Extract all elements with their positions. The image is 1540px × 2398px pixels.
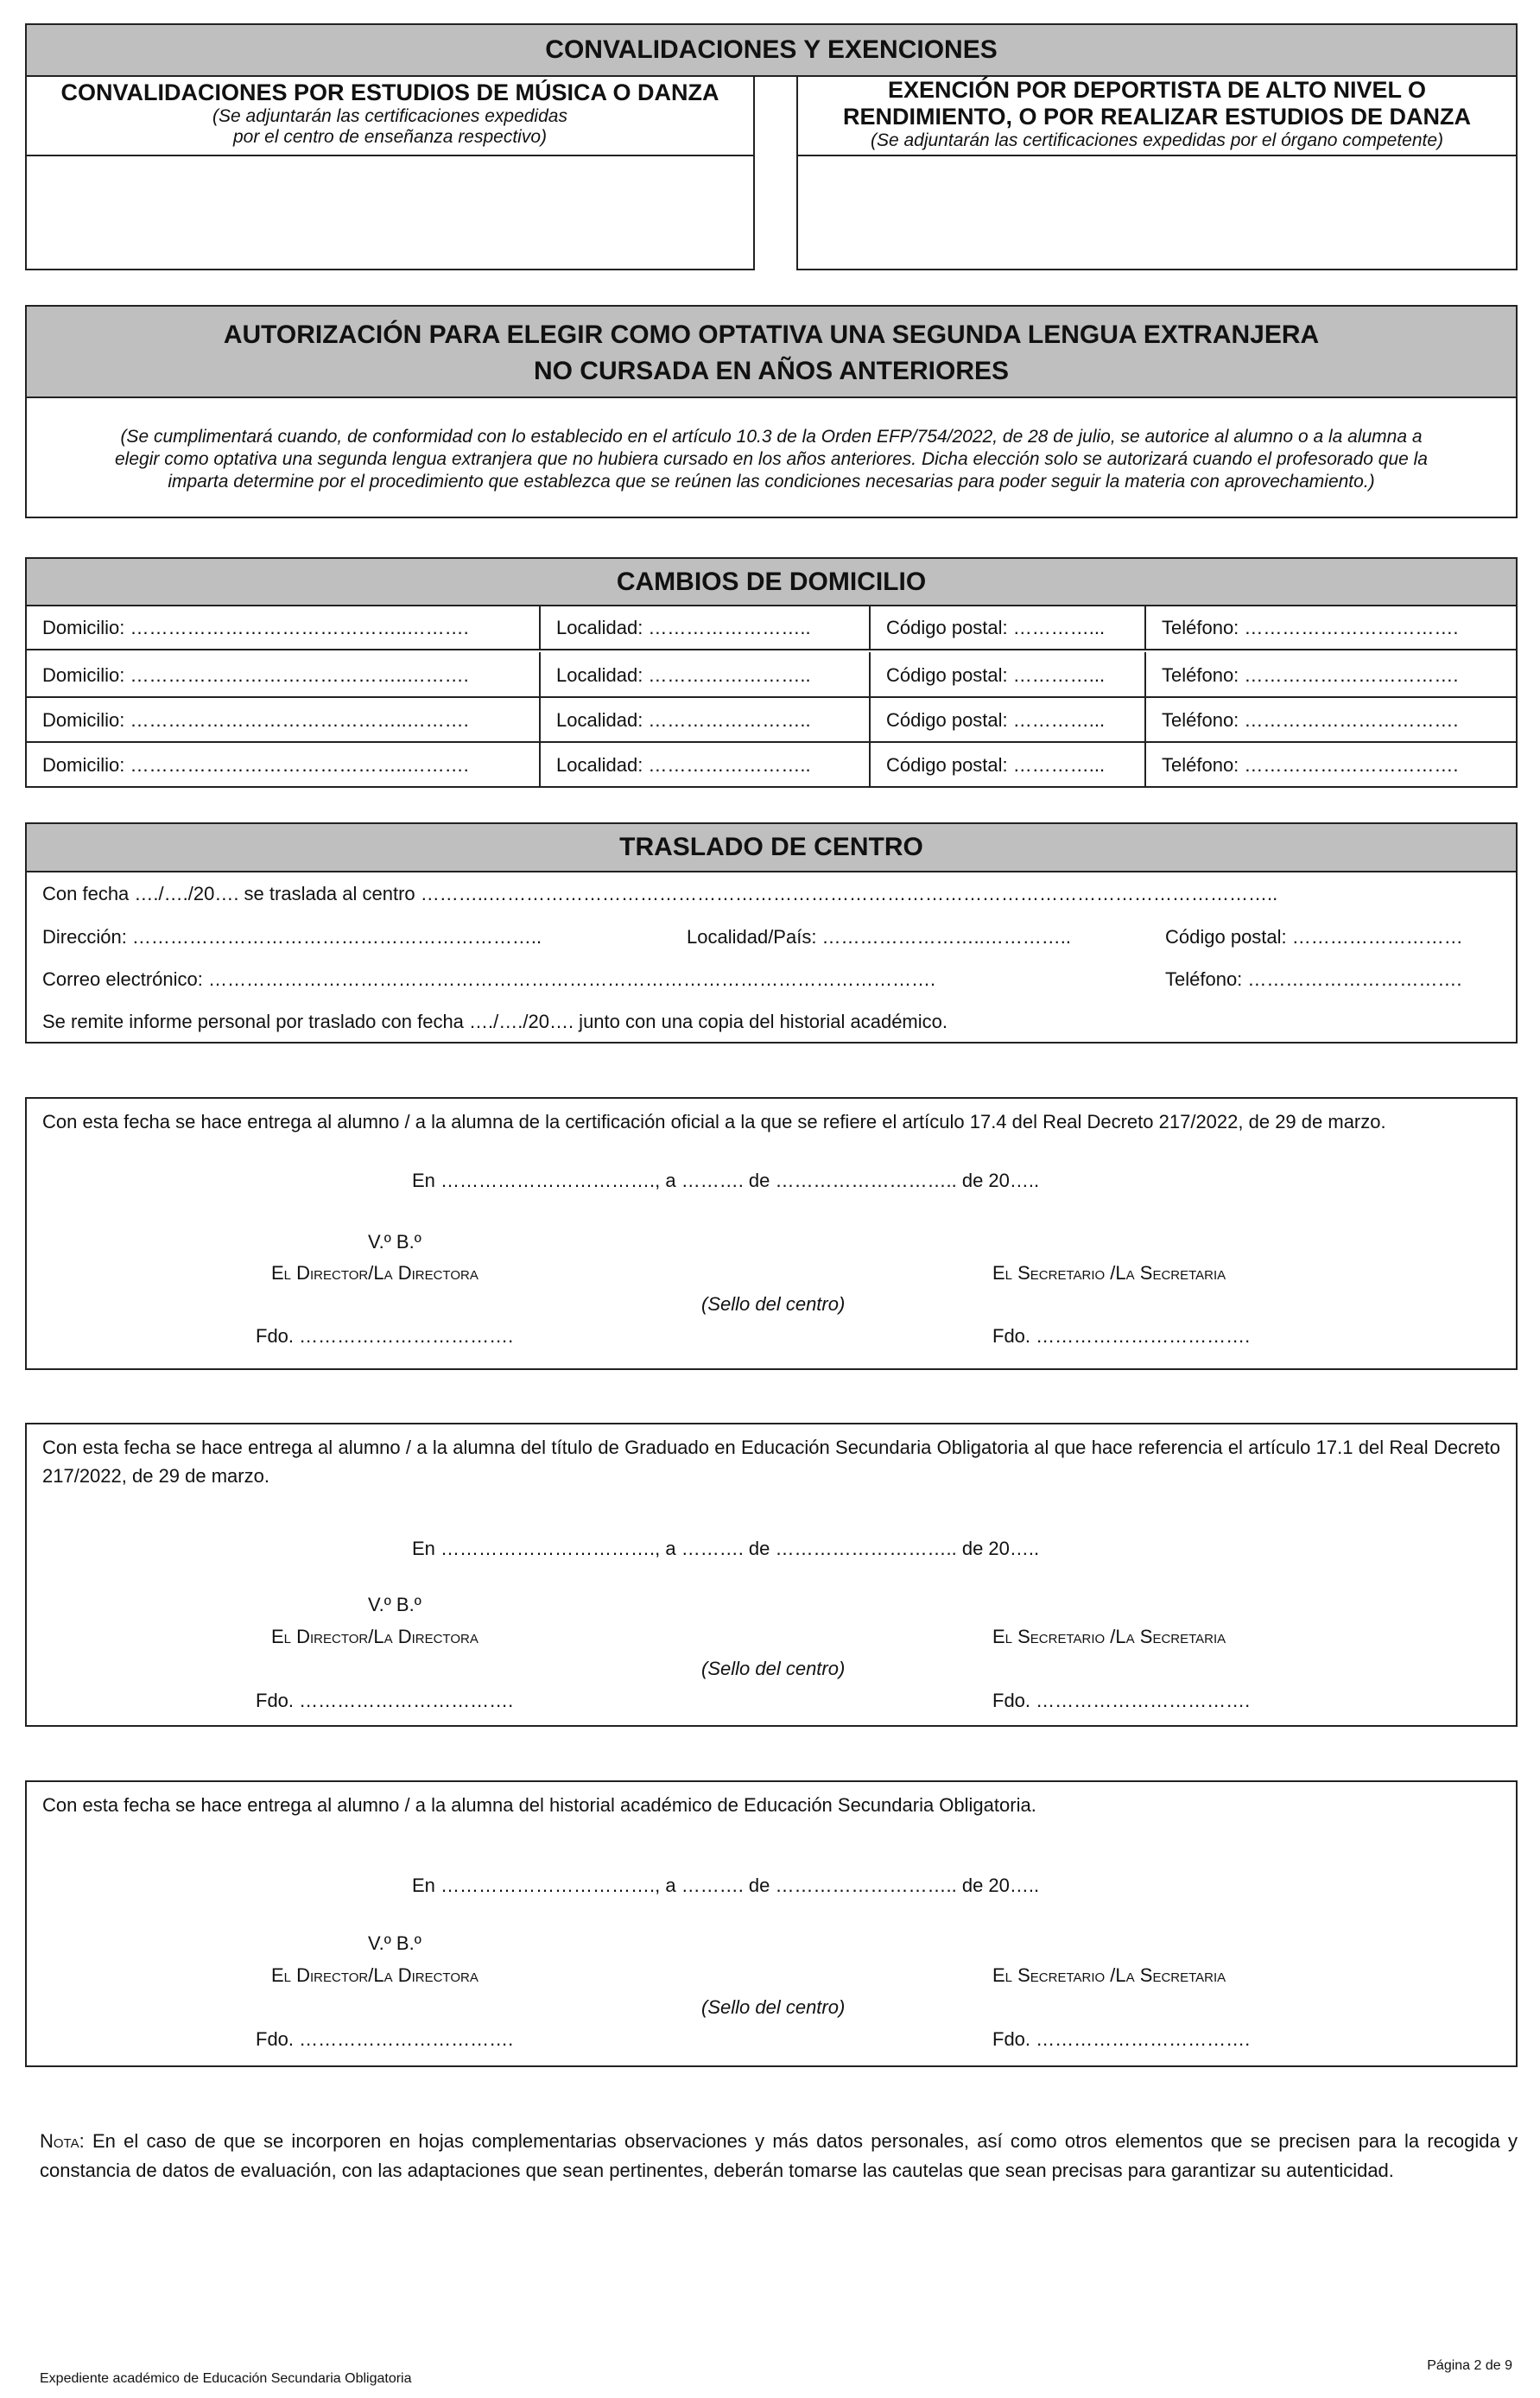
traslado-body [25,871,1518,1044]
secretario-label: El Secretario /La Secretaria [992,1964,1226,1986]
firma-secretario-field[interactable]: Fdo. ……………………………. [992,1690,1251,1711]
entrega-box [25,1097,1518,1370]
domicilio-row [27,697,1516,743]
autorizacion-body [25,396,1518,518]
firma-director-field[interactable]: Fdo. ……………………………. [256,2028,514,2050]
entrega-text: Con esta fecha se hace entrega al alumno / a la alumna de la certificación oficial a la que se refiere el artículo 17.4 del Real Decreto 217/2022, de 29 de marzo. [42,1111,1386,1132]
codigo-postal-field[interactable]: Código postal: …………... [871,652,1146,698]
domicilio-table [25,605,1518,788]
convalidaciones-musica-field[interactable] [25,155,755,270]
domicilio-row [27,605,1516,650]
localidad-field[interactable]: Localidad: …………………….. [541,697,871,743]
domicilio-field[interactable]: Domicilio: ……………………………………..………. [27,697,541,743]
telefono-field[interactable]: Teléfono: ……………………………. [1162,753,1459,776]
telefono-field[interactable]: Teléfono: ……………………………. [1162,708,1459,731]
convalidaciones-musica-note-2: por el centro de enseñanza respectivo) [232,127,548,147]
director-label: El Director/La Directora [271,1626,478,1647]
exencion-heading-2: RENDIMIENTO, O POR REALIZAR ESTUDIOS DE DANZA [842,104,1472,130]
autorizacion-note-1: (Se cumplimentará cuando, de conformidad con lo establecido en el artículo 10.3 de la Orden EFP/754/2022, de 28 de julio, se autorice al alumno o a la alumna a [120,427,1423,447]
nota-text: En el caso de que se incorporen en hojas complementarias observaciones y más datos personales, así como otros elementos que se precisen para la recogida y constancia de datos de evaluación, con las adaptaciones que sean pertinentes, deberán tomarse las cautelas que sean precisas para garantizar su autenticidad. [40,2130,1518,2181]
codigo-postal-field[interactable]: Código postal: …………... [871,605,1146,650]
exencion-heading-1: EXENCIÓN POR DEPORTISTA DE ALTO NIVEL O [887,77,1427,103]
domicilio-row [27,742,1516,786]
nota-label: Nota: [40,2130,85,2152]
domicilio-header [25,557,1518,606]
entrega-box [25,1780,1518,2067]
autorizacion-header [25,305,1518,398]
traslado-localidad-pais-field[interactable]: Localidad/País: ……………………..………….. [687,926,1071,948]
convalidaciones-musica-note-1: (Se adjuntarán las certificaciones expedidas [212,106,567,126]
domicilio-field[interactable]: Domicilio: ……………………………………..………. [27,605,541,650]
lugar-fecha-field[interactable]: En ……………………………., a ………. de ……………………….. de 20….. [412,1875,1040,1896]
entrega-text: Con esta fecha se hace entrega al alumno / a la alumna del historial académico de Educación Secundaria Obligatoria. [42,1794,1036,1816]
visto-bueno-label: V.º B.º [368,1231,421,1253]
lugar-fecha-field[interactable]: En ……………………………., a ………. de ……………………….. de 20….. [412,1538,1040,1559]
domicilio-field[interactable]: Domicilio: ……………………………………..………. [27,742,541,788]
nota-paragraph [40,2127,1518,2185]
localidad-field[interactable]: Localidad: …………………….. [541,742,871,788]
domicilio-row [27,652,1516,698]
traslado-correo-field[interactable]: Correo electrónico: ……………………………………………………………………………………………………. [42,968,936,990]
director-label: El Director/La Directora [271,1964,478,1986]
firma-director-field[interactable]: Fdo. ……………………………. [256,1325,514,1347]
localidad-field[interactable]: Localidad: …………………….. [541,652,871,698]
secretario-label: El Secretario /La Secretaria [992,1262,1226,1284]
convalidaciones-title: CONVALIDACIONES Y EXENCIONES [545,35,998,64]
entrega-text: Con esta fecha se hace entrega al alumno / a la alumna del título de Graduado en Educación Secundaria Obligatoria al que hace referencia el artículo 17.1 del Real Decreto 217/2022, de 29 de marzo. [42,1437,1500,1487]
exencion-deportista-field[interactable] [796,155,1518,270]
entrega-box [25,1423,1518,1727]
sello-label: (Sello del centro) [701,1658,846,1679]
telefono-field[interactable]: Teléfono: ……………………………. [1162,616,1459,638]
firma-secretario-field[interactable]: Fdo. ……………………………. [992,1325,1251,1347]
telefono-field[interactable]: Teléfono: ……………………………. [1162,663,1459,686]
convalidaciones-musica-heading: CONVALIDACIONES POR ESTUDIOS DE MÚSICA O DANZA [60,79,719,105]
domicilio-field[interactable]: Domicilio: ……………………………………..………. [27,652,541,698]
traslado-title: TRASLADO DE CENTRO [619,833,923,861]
visto-bueno-label: V.º B.º [368,1932,421,1954]
traslado-remite-text: Se remite informe personal por traslado con fecha …./…./20…. junto con una copia del historial académico. [42,1011,947,1032]
visto-bueno-label: V.º B.º [368,1594,421,1615]
autorizacion-note-3: imparta determine por el procedimiento que establezca que se reúnen las condiciones necesarias para poder seguir la materia con aprovechamiento.) [168,472,1375,492]
footer-page-number: Página 2 de 9 [1427,2358,1512,2373]
exencion-note: (Se adjuntarán las certificaciones expedidas por el órgano competente) [870,130,1444,150]
traslado-direccion-field[interactable]: Dirección: ……………………………………………………….. [42,926,542,948]
firma-director-field[interactable]: Fdo. ……………………………. [256,1690,514,1711]
convalidaciones-musica-heading-box [25,75,755,156]
traslado-telefono-field[interactable]: Teléfono: ……………………………. [1165,968,1462,990]
autorizacion-note-2: elegir como optativa una segunda lengua extranjera que no hubiera cursado en los años anteriores. Dicha elección solo se autorizará cuando el profesorado que la [115,449,1428,469]
traslado-header [25,822,1518,872]
codigo-postal-field[interactable]: Código postal: …………... [871,697,1146,743]
lugar-fecha-field[interactable]: En ……………………………., a ………. de ……………………….. de 20….. [412,1170,1040,1191]
localidad-field[interactable]: Localidad: …………………….. [541,605,871,650]
traslado-fecha-centro-field[interactable]: Con fecha …./…./20…. se traslada al centro ………..…………………………………………………………………………………………………………….. [42,883,1278,904]
secretario-label: El Secretario /La Secretaria [992,1626,1226,1647]
convalidaciones-header [25,23,1518,77]
codigo-postal-field[interactable]: Código postal: …………... [871,742,1146,788]
footer-document-name: Expediente académico de Educación Secundaria Obligatoria [40,2371,412,2386]
sello-label: (Sello del centro) [701,1996,846,2018]
director-label: El Director/La Directora [271,1262,478,1284]
firma-secretario-field[interactable]: Fdo. ……………………………. [992,2028,1251,2050]
traslado-codigo-postal-field[interactable]: Código postal: ……………………… [1165,926,1463,948]
autorizacion-title-1: AUTORIZACIÓN PARA ELEGIR COMO OPTATIVA UNA SEGUNDA LENGUA EXTRANJERA [223,320,1320,349]
sello-label: (Sello del centro) [701,1293,846,1315]
domicilio-title: CAMBIOS DE DOMICILIO [616,567,927,596]
autorizacion-title-2: NO CURSADA EN AÑOS ANTERIORES [533,357,1010,385]
exencion-deportista-heading-box [796,75,1518,156]
